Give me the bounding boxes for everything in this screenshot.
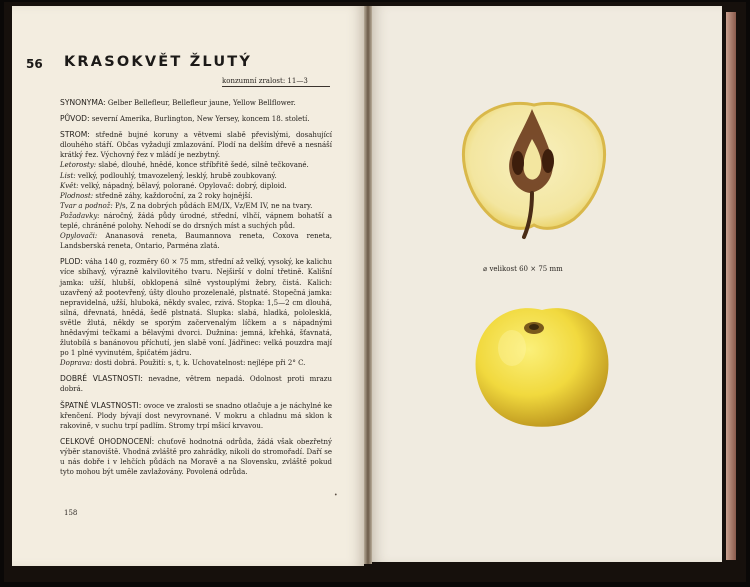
page-number: 158 — [64, 509, 78, 517]
section-strom: STROM: středně bujné koruny a větvemi slabě převislými, dosahující dlouhého stáří. Občas vyžadují zmlazování. Plodí na delším dřevě a nesnáší krátký řez. Výchovný řez v mládí je nezbytný. — [60, 130, 333, 160]
section-plodnost: Plodnost: středně záhy, každoroční, za 2 roky hojnější. — [60, 191, 253, 200]
variety-title: KRASOKVĚT ŽLUTÝ — [64, 54, 253, 70]
description-body — [60, 98, 332, 477]
page-edges — [726, 12, 736, 560]
section-dobre-vlastnosti: DOBRÉ VLASTNOSTI: nevadne, větrem nepadá. Odolnost proti mrazu dobrá. — [60, 374, 332, 394]
ripeness-label: konzumní zralost: 11—3 — [222, 77, 308, 85]
header-rule — [222, 86, 330, 87]
book-gutter — [364, 6, 372, 564]
page-mark: • — [334, 492, 338, 499]
section-kvet: Květ: velký, nápadný, bělavý, polorané. Opylovač: dobrý, diploid. — [60, 181, 287, 190]
section-doprava: Doprava: dosti dobrá. Použití: s, t, k. Uchovatelnost: nejlépe při 2° C. — [60, 359, 306, 368]
section-pozadavky: Požadavky: náročný, žádá půdy úrodné, střední, vlhčí, vápnem bohatší a teplé, chráněné polohy. Nehodí se do drsných míst a suchých půd. — [60, 211, 332, 231]
entry-number: 56 — [26, 57, 43, 71]
whole-apple-illustration — [472, 300, 612, 430]
section-synonyma: SYNONYMA: Gelber Bellefleur, Bellefleur jaune, Yellow Bellflower. — [60, 98, 296, 107]
section-puvod: PŮVOD: severní Amerika, Burlington, New Yersey, koncem 18. století. — [60, 114, 310, 124]
section-letorosty: Letorosty: slabé, dlouhé, hnědé, konce stříbřitě šedé, silně tečkované. — [60, 161, 309, 170]
section-list: List: velký, podlouhlý, tmavozelený, lesklý, hrubě zoubkovaný. — [60, 171, 277, 180]
section-plod: PLOD: váha 140 g, rozměry 60 × 75 mm, střední až velký, vysoký, ke kalichu více sbíhavý, výrazně kalvilovitého tvaru. Nejširší v dolní třetině. Kališní jamka: užší, hlubší, obklopená silně vystouplými žebry, čistá. Kalich: uzavřený až pootevřený, úšty dlouho prozelenalé, plstnaté. Stopečná jamka: nepravidelná, užší, hluboká, někdy svalec, rzivá. Stopka: 1,5—2 cm dlouhá, silná, dřevnatá, hnědá, šedě plstnatá. Slupka: slabá, hladká, pololesklá, světle žlutá, někdy se sporým začervenalým líčkem a s nápadnými hnědavými tečkami a bělavými dvorci. Dužnina: jemná, křehká, šťavnatá, žlutobílá s banánovou příchutí, jen slabě voní. Jádřinec: velká pouzdra mají po 1 plné vyvinutém, špičatém jádru. — [60, 257, 332, 358]
figure-caption: ⌀ velikost 60 × 75 mm — [483, 265, 563, 273]
section-opylovaci: Opylovači: Ananasová reneta, Baumannova reneta, Coxova reneta, Landsberská reneta, Ontario, Parména zlatá. — [60, 232, 332, 251]
right-page — [372, 6, 722, 562]
section-tvar: Tvar a podnož: P/s, Z na dobrých půdách EM/IX, Vz/EM IV, ne na tvary. — [60, 201, 313, 210]
section-spatne-vlastnosti: ŠPATNÉ VLASTNOSTI: ovoce ve zralosti se snadno otlačuje a je náchylné ke křenčení. Plody bývají dost nevyrovnané. V mokru a chladnu má sklon k rakovině, v suchu trpí padlím. Stromy trpí mšicí krvavou. — [60, 400, 333, 430]
section-celkove-ohodnoceni: CELKOVÉ OHODNOCENÍ: chuťově hodnotná odrůda, žádá však obezřetný výběr stanoviště. Vhodná zvláště pro zahrádky, nikoli do stromořadí. Daří se u nás dobře i v lehčích půdách na Moravě a na Slovensku, zvláště pokud tyto mohou být uměle zavlažovány. Povolená odrůda. — [60, 436, 332, 477]
apple-cross-section-illustration — [460, 99, 608, 245]
